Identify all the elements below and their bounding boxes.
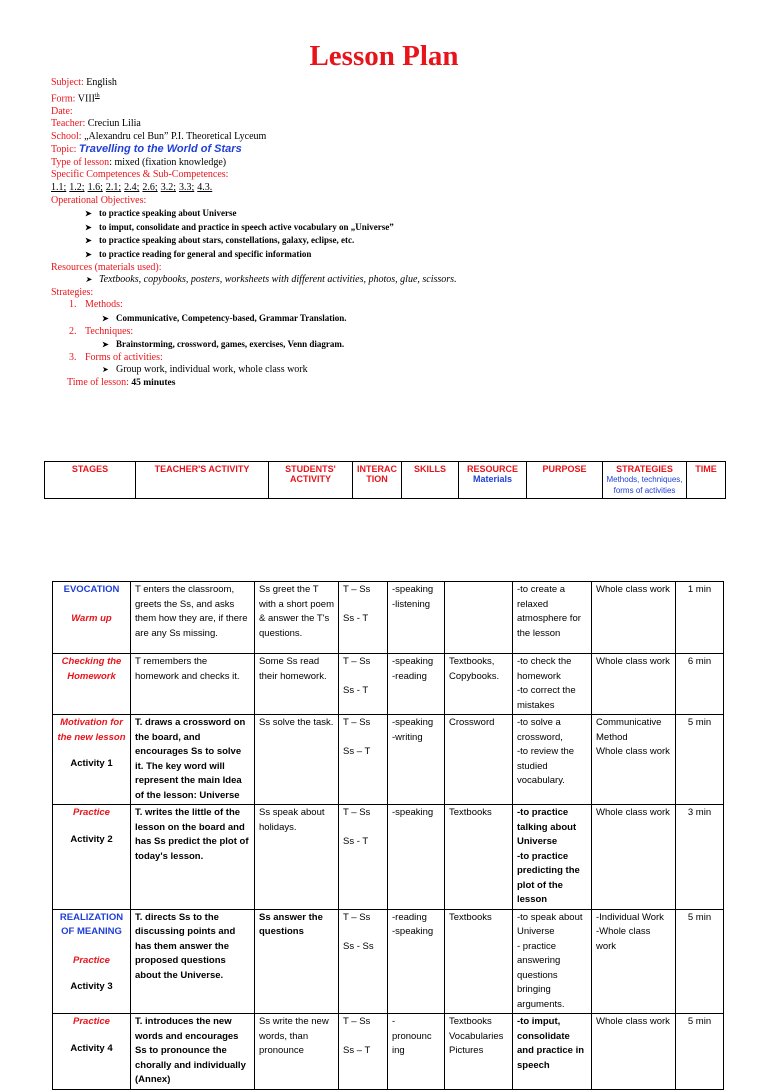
students-activity-cell: Ss speak about holidays. (255, 805, 339, 910)
resource-cell: Textbooks Vocabularies Pictures (445, 1014, 513, 1090)
interaction-line: T – Ss (343, 717, 371, 728)
purpose-cell: -to create a relaxed atmosphere for the lesson (513, 582, 592, 654)
interaction-cell (339, 582, 388, 654)
stage-cell (53, 805, 131, 910)
objective-item: ➤ to practice speaking about Universe (51, 207, 731, 221)
methods-label: 1. Methods: (69, 299, 123, 311)
purpose-cell: -to practice talking about Universe -to practice predicting the plot of the lesson (513, 805, 592, 910)
strategies-label: Strategies: (51, 286, 94, 298)
stage-name: Motivation for the new lesson (57, 717, 126, 743)
header-skills: SKILLS (402, 462, 459, 499)
forms-item: ➤ Group work, individual work, whole class work (102, 364, 308, 376)
skills-cell: -speaking -writing (388, 715, 445, 805)
skills-cell: -speaking -listening (388, 582, 445, 654)
students-activity-cell: Ss greet the T with a short poem & answer the T's questions. (255, 582, 339, 654)
strategies-cell: Whole class work (592, 654, 676, 715)
stage-name: Warm up (71, 612, 112, 624)
interaction-cell (339, 1014, 388, 1090)
arrow-bullet-icon: ➤ (102, 340, 109, 350)
resources-item: ➤ Textbooks, copybooks, posters, worksheets with different activities, photos, glue, scissors. (85, 274, 457, 286)
arrow-bullet-icon: ➤ (85, 222, 92, 232)
strategies-cell: Communicative Method Whole class work (592, 715, 676, 805)
stage-cell (53, 654, 131, 715)
resource-cell: Crossword (445, 715, 513, 805)
resource-cell: Textbooks, Copybooks. (445, 654, 513, 715)
stage-main: EVOCATION (63, 584, 120, 595)
header-resource: RESOURCE Materials (459, 462, 527, 499)
interaction-line: Ss - T (343, 685, 369, 696)
time-cell: 5 min (676, 1014, 724, 1090)
stage-main: REALIZATION OF MEANING (59, 911, 124, 937)
interaction-line: Ss - Ss (343, 940, 374, 952)
time-cell: 3 min (676, 805, 724, 910)
students-activity-cell: Some Ss read their homework. (255, 654, 339, 715)
interaction-line: Ss - T (343, 836, 369, 847)
strategies-cell: Whole class work (592, 1014, 676, 1090)
header-time: TIME (687, 462, 726, 499)
interaction-line: Ss – T (343, 746, 371, 757)
stage-name: Practice (73, 954, 110, 966)
activity-label: Activity 4 (70, 1042, 113, 1054)
interaction-line: T – Ss (343, 584, 371, 595)
time-cell: 6 min (676, 654, 724, 715)
interaction-line: Ss - T (343, 613, 369, 624)
interaction-line: T – Ss (343, 656, 371, 667)
teacher-activity-cell: T. directs Ss to the discussing points and has them answer the proposed questions about the Universe. (131, 909, 255, 1014)
interaction-line: T – Ss (343, 911, 371, 923)
time-cell: 5 min (676, 909, 724, 1014)
activity-label: Activity 2 (70, 833, 113, 845)
strategies-cell: -Individual Work -Whole class work (592, 909, 676, 1014)
school-row: School: „Alexandru cel Bun” P.I. Theoretical Lyceum (51, 130, 267, 142)
header-interaction: INTERAC TION (353, 462, 402, 499)
resource-cell: Textbooks (445, 909, 513, 1014)
date-row: Date: (51, 105, 73, 117)
objective-item: ➤ to practice reading for general and specific information (51, 248, 731, 262)
table-row (53, 909, 724, 1014)
objectives-label: Operational Objectives: (51, 194, 147, 206)
teacher-activity-cell: T. writes the little of the lesson on the board and has Ss predict the plot of today's lesson. (131, 805, 255, 910)
techniques-label: 2. Techniques: (69, 325, 134, 337)
stage-name: Checking the Homework (61, 656, 122, 682)
purpose-cell: -to solve a crossword, -to review the studied vocabulary. (513, 715, 592, 805)
activity-label: Activity 3 (70, 981, 113, 992)
methods-item: ➤ Communicative, Competency-based, Grammar Translation. (51, 312, 731, 326)
type-row: Type of lesson: mixed (fixation knowledge) (51, 156, 227, 168)
form-row: Form: VIIIth (51, 92, 100, 104)
objective-item: ➤ to practice speaking about stars, constellations, galaxy, eclipse, etc. (51, 234, 731, 248)
header-table (44, 461, 726, 499)
teacher-activity-cell: T. introduces the new words and encourages Ss to pronounce the chorally and individually (Annex) (131, 1014, 255, 1090)
header-stages: STAGES (45, 462, 136, 499)
stage-name: Practice (73, 1016, 110, 1027)
skills-cell: -reading -speaking (388, 909, 445, 1014)
time-cell: 1 min (676, 582, 724, 654)
resources-label: Resources (materials used): (51, 261, 162, 273)
time-cell: 5 min (676, 715, 724, 805)
arrow-bullet-icon: ➤ (102, 314, 109, 324)
activity-label: Activity 1 (70, 758, 113, 769)
table-row (53, 805, 724, 910)
skills-cell: -speaking (388, 805, 445, 910)
forms-label: 3. Forms of activities: (69, 351, 163, 363)
teacher-activity-cell: T enters the classroom, greets the Ss, and asks them how they are, if there are any Ss missing. (131, 582, 255, 654)
purpose-cell: -to imput, consolidate and practice in speech (513, 1014, 592, 1090)
interaction-cell (339, 715, 388, 805)
time-row: Time of lesson: 45 minutes (67, 376, 176, 388)
table-row (53, 1014, 724, 1090)
stage-cell (53, 715, 131, 805)
strategies-cell: Whole class work (592, 582, 676, 654)
lesson-meta (51, 77, 731, 390)
competences-list: 1.1; 1.2; 1.6; 2.1; 2.4; 2.6; 3.2; 3.3; 4.3. (51, 182, 213, 194)
subject-row: Subject: English (51, 77, 117, 88)
interaction-cell (339, 909, 388, 1014)
arrow-bullet-icon: ➤ (85, 209, 92, 219)
table-row (53, 654, 724, 715)
students-activity-cell: Ss solve the task. (255, 715, 339, 805)
interaction-cell (339, 654, 388, 715)
resource-cell: Textbooks (445, 805, 513, 910)
arrow-bullet-icon: ➤ (85, 250, 92, 260)
header-students-activity: STUDENTS' ACTIVITY (269, 462, 353, 499)
stage-cell (53, 909, 131, 1014)
interaction-line: Ss – T (343, 1045, 371, 1056)
teacher-row: Teacher: Creciun Lilia (51, 118, 141, 130)
teacher-activity-cell: T. draws a crossword on the board, and encourages Ss to solve it. The key word will represent the main Idea of the lesson: Universe (131, 715, 255, 805)
arrow-bullet-icon: ➤ (85, 236, 92, 246)
skills-cell: -speaking -reading (388, 654, 445, 715)
interaction-line: T – Ss (343, 1016, 371, 1027)
header-strategies: STRATEGIES Methods, techniques, forms of activities (603, 462, 687, 499)
resource-cell (445, 582, 513, 654)
page-title: Lesson Plan (309, 40, 459, 72)
objective-item: ➤ to imput, consolidate and practice in speech active vocabulary on „Universe” (51, 221, 731, 235)
techniques-item: ➤ Brainstorming, crossword, games, exercises, Venn diagram. (51, 338, 731, 352)
interaction-cell (339, 805, 388, 910)
students-activity-cell: Ss write the new words, than pronounce (255, 1014, 339, 1090)
header-purpose: PURPOSE (527, 462, 603, 499)
table-row (53, 582, 724, 654)
skills-cell: - pronounc ing (388, 1014, 445, 1090)
competences-label: Specific Competences & Sub-Competences: (51, 169, 229, 181)
purpose-cell: -to speak about Universe - practice answering questions bringing arguments. (513, 909, 592, 1014)
arrow-bullet-icon: ➤ (102, 365, 109, 375)
strategies-cell: Whole class work (592, 805, 676, 910)
table-row (53, 715, 724, 805)
lesson-table (52, 581, 724, 1090)
stage-cell (53, 1014, 131, 1090)
students-activity-cell: Ss answer the questions (255, 909, 339, 1014)
arrow-bullet-icon: ➤ (85, 275, 92, 285)
interaction-line: T – Ss (343, 807, 371, 818)
purpose-cell: -to check the homework -to correct the mistakes (513, 654, 592, 715)
topic-row: Topic: Travelling to the World of Stars (51, 143, 242, 156)
teacher-activity-cell: T remembers the homework and checks it. (131, 654, 255, 715)
stage-cell (53, 582, 131, 654)
stage-name: Practice (73, 807, 110, 818)
header-teacher-activity: TEACHER'S ACTIVITY (136, 462, 269, 499)
